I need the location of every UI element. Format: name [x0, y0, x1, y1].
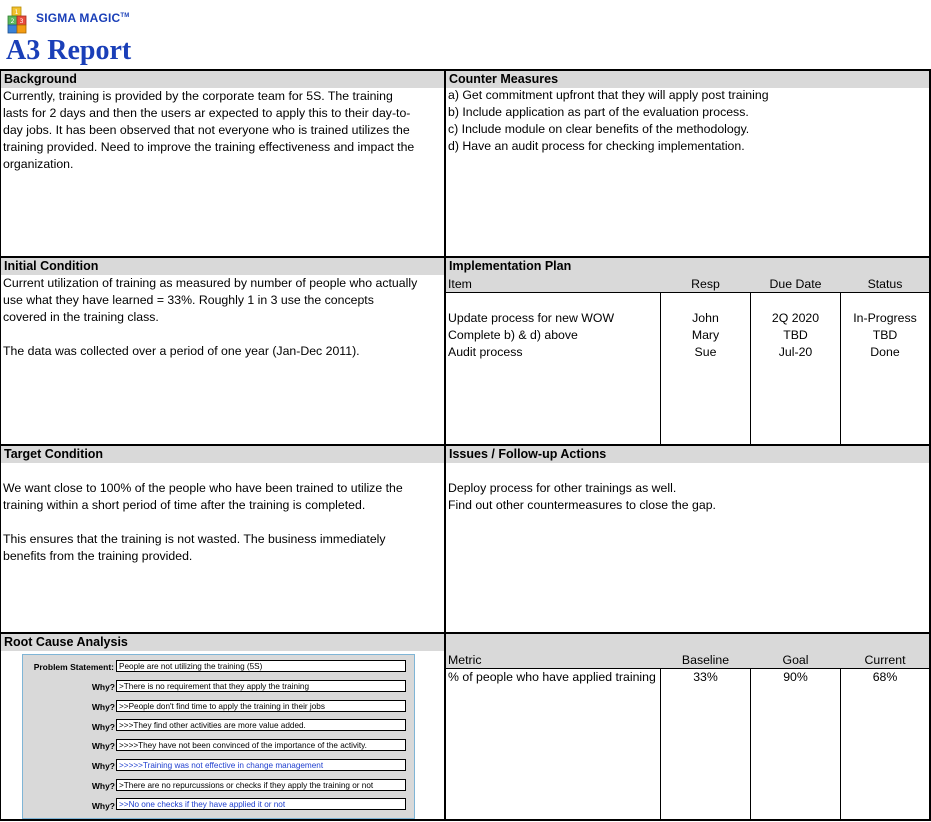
why-label: Why? — [91, 722, 115, 732]
column-header-due-date: Due Date — [769, 277, 822, 291]
grid-line — [660, 668, 661, 820]
metric-current: 68% — [872, 670, 898, 684]
section-heading-initial-condition: Initial Condition — [1, 258, 444, 275]
metric-baseline: 33% — [693, 670, 718, 684]
metric-name: % of people who have applied training — [448, 670, 656, 684]
column-header-resp: Resp — [691, 277, 720, 291]
why-field: >>People don't find time to apply the training in their jobs — [116, 700, 406, 712]
plan-due: Jul-20 — [778, 345, 813, 359]
counter-measures-text: a) Get commitment upfront that they will apply post training b) Include application as part of the evaluation process. c) Include module on clear benefits of the methodology. d) Have an audit process for checking implementation. — [448, 88, 769, 153]
column-header-status: Status — [867, 277, 903, 291]
issues-text: Deploy process for other trainings as well. Find out other countermeasures to close the gap. — [448, 481, 716, 512]
section-heading-target-condition: Target Condition — [1, 446, 444, 463]
grid-line — [444, 69, 446, 821]
column-header-metric: Metric — [448, 653, 482, 667]
plan-due: 2Q 2020 — [771, 311, 820, 325]
brand-name: SIGMA MAGIC™ — [36, 11, 130, 25]
initial-condition-text: Current utilization of training as measured by number of people who actually use what they have learned = 33%. Roughly 1 in 3 use the concepts covered in the training class. The data was collected over a period of one year (Jan-Dec 2011). — [3, 276, 418, 358]
why-field: >>>They find other activities are more value added. — [116, 719, 406, 731]
grid-line — [840, 668, 841, 820]
grid-line — [0, 69, 1, 821]
grid-line — [446, 292, 929, 293]
plan-resp: Mary — [691, 328, 720, 342]
why-label: Why? — [91, 702, 115, 712]
section-heading-background: Background — [1, 71, 444, 88]
root-cause-panel — [22, 654, 415, 819]
section-heading-root-cause: Root Cause Analysis — [1, 634, 444, 651]
plan-item: Audit process — [448, 345, 523, 359]
plan-status: TBD — [872, 328, 898, 342]
plan-resp: John — [692, 311, 719, 325]
why-field: >>>>>Training was not effective in change management — [116, 759, 406, 771]
grid-line — [750, 668, 751, 820]
column-header-current: Current — [864, 653, 906, 667]
problem-statement-field: People are not utilizing the training (5S) — [116, 660, 406, 672]
problem-statement-label: Problem Statement: — [33, 662, 114, 672]
plan-due: TBD — [783, 328, 808, 342]
column-header-item: Item — [448, 277, 472, 291]
svg-text:1: 1 — [14, 9, 19, 16]
section-heading-issues: Issues / Follow-up Actions — [446, 446, 929, 463]
plan-status: Done — [870, 345, 900, 359]
plan-status: In-Progress — [853, 311, 917, 325]
metric-goal: 90% — [783, 670, 808, 684]
sigma-magic-logo-icon — [7, 6, 33, 34]
column-header-goal: Goal — [782, 653, 809, 667]
section-heading-counter-measures: Counter Measures — [446, 71, 929, 88]
why-label: Why? — [91, 682, 115, 692]
why-label: Why? — [91, 801, 115, 811]
plan-resp: Sue — [694, 345, 717, 359]
why-label: Why? — [91, 761, 115, 771]
why-field: >There is no requirement that they apply the training — [116, 680, 406, 692]
target-condition-text: We want close to 100% of the people who have been trained to utilize the training within a short period of time after the training is completed. This ensures that the training is not wasted. The business immediately benefits from the training provided. — [3, 481, 403, 563]
metrics-top-band — [446, 634, 929, 651]
background-text: Currently, training is provided by the corporate team for 5S. The training lasts for 2 days and then the users ar expected to apply this to their day-to- day jobs. It has been observed that not everyone who is trained utilizes the training provided. Need to improve the training effectiveness and impact the organization. — [3, 89, 415, 171]
why-label: Why? — [91, 741, 115, 751]
page-title: A3 Report — [6, 35, 132, 66]
plan-item: Update process for new WOW — [448, 311, 615, 325]
why-field: >>No one checks if they have applied it or not — [116, 798, 406, 810]
why-field: >>>>They have not been convinced of the importance of the activity. — [116, 739, 406, 751]
why-label: Why? — [91, 781, 115, 791]
svg-text:3: 3 — [19, 18, 24, 25]
plan-item: Complete b) & d) above — [448, 328, 578, 342]
grid-line — [0, 819, 931, 821]
section-heading-implementation-plan: Implementation Plan — [446, 258, 929, 275]
svg-text:2: 2 — [10, 18, 15, 25]
column-header-baseline: Baseline — [681, 653, 730, 667]
why-field: >There are no repurcussions or checks if they apply the training or not — [116, 779, 406, 791]
